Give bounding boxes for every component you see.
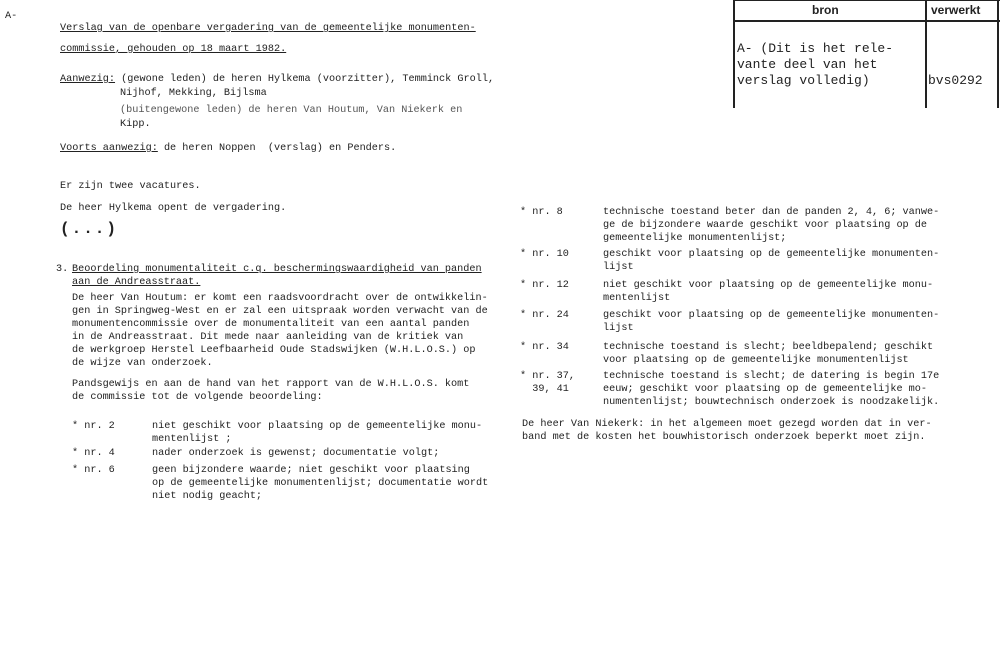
vacancies-text: Er zijn twee vacatures. [60, 181, 201, 192]
item-line: numentenlijst; bouwtechnisch onderzoek is noodzakelijk. [603, 397, 940, 408]
item-line: geschikt voor plaatsing op de gemeentelijke monumenten- [603, 310, 940, 321]
paragraph-line: monumentencommissie over de monumentaliteit van een aantal panden [72, 319, 470, 330]
item-text [603, 206, 939, 245]
closing-line: band met de kosten het bouwhistorisch onderzoek beperkt moet zijn. [522, 432, 926, 443]
item-line: technische toestand is slecht; de datering is begin 17e [603, 371, 940, 382]
closing-line: De heer Van Niekerk: in het algemeen moet gezegd worden dat in ver- [522, 419, 932, 430]
item-label: * nr. 12 [520, 280, 569, 291]
item-line: niet geschikt voor plaatsing op de gemeentelijke monu- [152, 421, 483, 432]
item-line: lijst [603, 262, 634, 273]
item-label: * nr. 8 [520, 207, 563, 218]
processed-code: bvs0292 [928, 73, 983, 88]
box-header-divider [733, 20, 1000, 22]
item-text [603, 309, 939, 335]
source-column-header: bron [812, 3, 839, 17]
ellipsis: (...) [60, 220, 119, 238]
item-line: mentenlijst [603, 293, 671, 304]
section3-paragraph [72, 292, 488, 370]
item-text [603, 341, 933, 367]
attendance-label: Aanwezig: [60, 74, 116, 85]
item-line: niet nodig geacht; [152, 491, 263, 502]
assessment-intro [72, 378, 469, 404]
section3-heading-line1: Beoordeling monumentaliteit c.q. beschermingswaardigheid van panden [72, 264, 482, 275]
opening-text: De heer Hylkema opent de vergadering. [60, 203, 287, 214]
item-text [603, 248, 939, 274]
item-line: lijst [603, 323, 634, 334]
intro-line: de commissie tot de volgende beoordeling: [72, 392, 323, 403]
paragraph-line: in de Andreasstraat. Dit mede naar aanleiding van de kritiek van [72, 332, 464, 343]
item-line: gemeentelijke monumentenlijst; [603, 233, 787, 244]
item-line: voor plaatsing op de gemeentelijke monumentenlijst [603, 355, 909, 366]
item-line: niet geschikt voor plaatsing op de gemeentelijke monu- [603, 280, 934, 291]
item-text [152, 447, 439, 460]
item-line: geen bijzondere waarde; niet geschikt voor plaatsing [152, 465, 470, 476]
item-line: eeuw; geschikt voor plaatsing op de gemeentelijke mo- [603, 384, 928, 395]
attendance-members: (gewone leden) de heren Hylkema (voorzitter), Temminck Groll, [115, 74, 495, 85]
processed-column-header: verwerkt [931, 3, 981, 17]
item-text [152, 420, 482, 446]
also-present-text: de heren Noppen (verslag) en Penders. [157, 143, 397, 154]
paragraph-line: gen in Springweg-West en er zal een uitspraak worden verwacht van de [72, 306, 488, 317]
attendance-line2: Nijhof, Mekking, Bijlsma [120, 88, 267, 99]
attendance-line4: Kipp. [120, 119, 151, 130]
attendance-line3: (buitengewone leden) de heren Van Houtum, Van Niekerk en [120, 105, 463, 116]
paragraph-line: De heer Van Houtum: er komt een raadsvoordracht over de ontwikkelin- [72, 293, 488, 304]
item-line: geschikt voor plaatsing op de gemeentelijke monumenten- [603, 249, 940, 260]
item-label: * nr. 10 [520, 249, 569, 260]
document-title-line2: commissie, gehouden op 18 maart 1982. [60, 44, 287, 55]
item-label: * nr. 2 [72, 421, 115, 432]
paragraph-line: de wijze van onderzoek. [72, 358, 213, 369]
intro-line: Pandsgewijs en aan de hand van het rapport van de W.H.L.O.S. komt [72, 379, 470, 390]
item-line: ge de bijzondere waarde geschikt voor plaatsing op de [603, 220, 928, 231]
also-present-label: Voorts aanwezig: [60, 143, 158, 154]
attendance-line1 [60, 73, 494, 86]
item-label: * nr. 6 [72, 465, 115, 476]
item-text [152, 464, 488, 503]
item-label: * nr. 34 [520, 342, 569, 353]
item-line: technische toestand is slecht; beeldbepalend; geschikt [603, 342, 934, 353]
item-text [603, 370, 939, 409]
margin-mark: A- [5, 11, 18, 22]
box-divider [733, 0, 735, 108]
item-line: technische toestand beter dan de panden 2, 4, 6; vanwe- [603, 207, 940, 218]
document-title-line1: Verslag van de openbare vergadering van de gemeentelijke monumenten- [60, 23, 476, 34]
item-line: mentenlijst ; [152, 434, 232, 445]
closing-remark [522, 418, 932, 444]
box-divider [997, 0, 999, 108]
source-text: A- (Dit is het rele- vante deel van het verslag volledig) [737, 41, 894, 88]
item-label: * nr. 37, 39, 41 [520, 371, 576, 395]
also-present [60, 142, 396, 155]
item-line: nader onderzoek is gewenst; documentatie volgt; [152, 448, 440, 459]
section3-heading-line2: aan de Andreasstraat. [72, 277, 201, 288]
section3-number: 3. [56, 264, 69, 275]
item-text [603, 279, 933, 305]
paragraph-line: de werkgroep Herstel Leefbaarheid Oude Stadswijken (W.H.L.O.S.) op [72, 345, 476, 356]
item-label: * nr. 24 [520, 310, 569, 321]
item-line: op de gemeentelijke monumentenlijst; documentatie wordt [152, 478, 489, 489]
item-label: * nr. 4 [72, 448, 115, 459]
box-divider [925, 0, 927, 108]
